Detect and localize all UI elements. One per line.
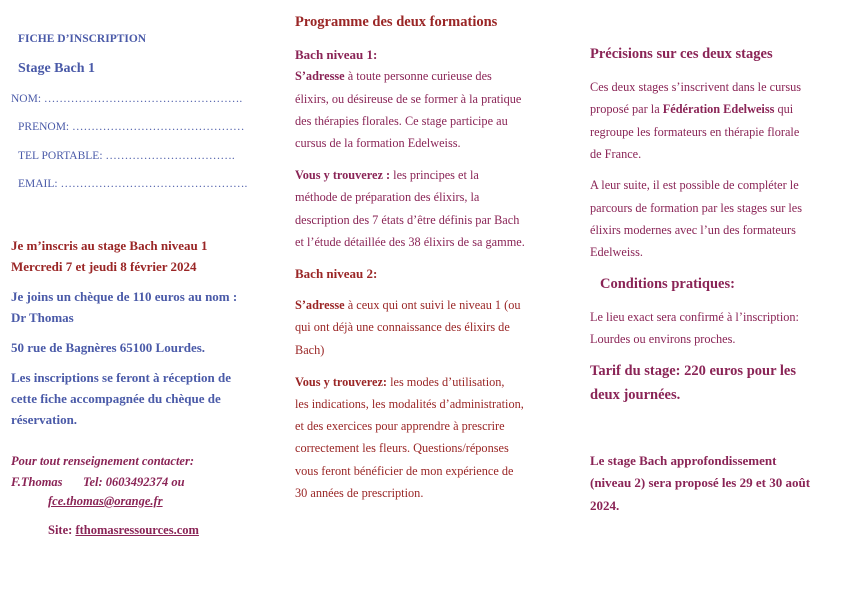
contact-heading: Pour tout renseignement contacter: — [11, 454, 194, 468]
text-line: Edelweiss. — [590, 245, 643, 259]
label-bold: S’adresse — [295, 69, 345, 83]
field-label: PRENOM: — [18, 121, 72, 133]
label-bold: S’adresse — [295, 298, 345, 312]
field-dots: ……………………………………… — [72, 121, 245, 133]
text-line: Bach) — [295, 343, 325, 357]
text-line: vous feront bénéficier de mon expérience de — [295, 464, 514, 478]
site-label: Site: — [48, 523, 76, 537]
text-line: qui ont déjà une connaissance des élixirs de — [295, 320, 510, 334]
level2-heading: Bach niveau 2: — [295, 266, 378, 281]
text-line: Le lieu exact sera confirmé à l’inscription: — [590, 310, 799, 324]
text-line: les principes et la — [390, 168, 479, 182]
address: 50 rue de Bagnères 65100 Lourdes. — [11, 340, 206, 355]
label-bold: Vous y trouverez : — [295, 168, 391, 182]
text-line: parcours de formation par les stages sur les — [590, 201, 803, 215]
field-tel[interactable] — [18, 150, 235, 162]
text-line: élixirs, ou désireuse de se former à la pratique — [295, 92, 522, 106]
program-title: Programme des deux formations — [295, 14, 498, 30]
inscription-dates: Mercredi 7 et jeudi 8 février 2024 — [11, 259, 197, 274]
level2-announcement: 2024. — [590, 498, 620, 513]
text-line: cursus de la formation Edelweiss. — [295, 136, 461, 150]
level2-audience — [295, 298, 521, 313]
inscription-line: Je m’inscris au stage Bach niveau 1 — [11, 238, 208, 253]
price-line: deux journées. — [590, 387, 681, 403]
level1-heading: Bach niveau 1: — [295, 47, 378, 62]
text-line: à ceux qui ont suivi le niveau 1 (ou — [344, 298, 521, 312]
text-line: et l’étude détaillée des 38 élixirs de sa gamme. — [295, 235, 525, 249]
text-line: à toute personne curieuse des — [344, 69, 492, 83]
site-link[interactable]: fthomasressources.com — [75, 523, 199, 537]
contact-tel: Tel: 0603492374 ou — [83, 475, 185, 489]
price-line: Tarif du stage: 220 euros pour les — [590, 363, 796, 379]
reception-text: Les inscriptions se feront à réception de — [11, 370, 232, 385]
stage-title: Stage Bach 1 — [18, 61, 95, 76]
text-line: et des exercices pour apprendre à prescrire — [295, 419, 505, 433]
field-label: EMAIL: — [18, 178, 61, 190]
text-line: regroupe les formateurs en thérapie florale — [590, 125, 800, 139]
text-line: des thérapies florales. Ce stage participe au — [295, 114, 508, 128]
text-line: les modes d’utilisation, — [387, 375, 505, 389]
level2-content — [295, 375, 505, 390]
form-title: FICHE D’INSCRIPTION — [18, 33, 147, 45]
cheque-payee: Dr Thomas — [11, 310, 74, 325]
field-label: TEL PORTABLE: — [18, 150, 106, 162]
text-line: correctement les fleurs. Questions/réponses — [295, 441, 509, 455]
reception-text: réservation. — [11, 412, 78, 427]
field-dots: …………………………………………. — [60, 178, 248, 190]
level1-audience — [295, 69, 492, 84]
text-line: élixirs modernes avec l’un des formateurs — [590, 223, 796, 237]
field-dots: ……………………………………………. — [43, 93, 243, 105]
reception-text: cette fiche accompagnée du chèque de — [11, 391, 221, 406]
level1-content — [295, 168, 479, 183]
level2-announcement: (niveau 2) sera proposé les 29 et 30 août — [590, 475, 811, 490]
cheque-line: Je joins un chèque de 110 euros au nom : — [11, 289, 238, 304]
text-line: qui — [774, 102, 794, 116]
contact-name: F.Thomas — [11, 475, 63, 489]
text-line: méthode de préparation des élixirs, la — [295, 190, 480, 204]
label-bold: Vous y trouverez: — [295, 375, 387, 389]
text-line: 30 années de prescription. — [295, 486, 424, 500]
text-line: description des 7 états d’être définis par Bach — [295, 213, 520, 227]
field-email[interactable] — [18, 178, 247, 190]
text-line: A leur suite, il est possible de compléter le — [590, 178, 799, 192]
contact-email-link[interactable]: fce.thomas@orange.fr — [48, 494, 163, 508]
field-nom[interactable] — [11, 93, 242, 105]
text-line: Ces deux stages s’inscrivent dans le cursus — [590, 80, 802, 94]
federation-line — [590, 102, 793, 117]
federation-name: Fédération Edelweiss — [662, 102, 775, 116]
conditions-title: Conditions pratiques: — [600, 276, 735, 292]
text-line: les indications, les modalités d’administration, — [295, 397, 524, 411]
field-prenom[interactable] — [18, 121, 245, 133]
text-line: Lourdes ou environs proches. — [590, 332, 736, 346]
level2-announcement: Le stage Bach approfondissement — [590, 453, 777, 468]
details-title: Précisions sur ces deux stages — [590, 46, 773, 62]
text-line: de France. — [590, 147, 642, 161]
site-line — [48, 523, 199, 538]
field-label: NOM: — [11, 93, 44, 105]
text-line: proposé par la — [590, 102, 663, 116]
field-dots: ……………………………. — [105, 150, 235, 162]
